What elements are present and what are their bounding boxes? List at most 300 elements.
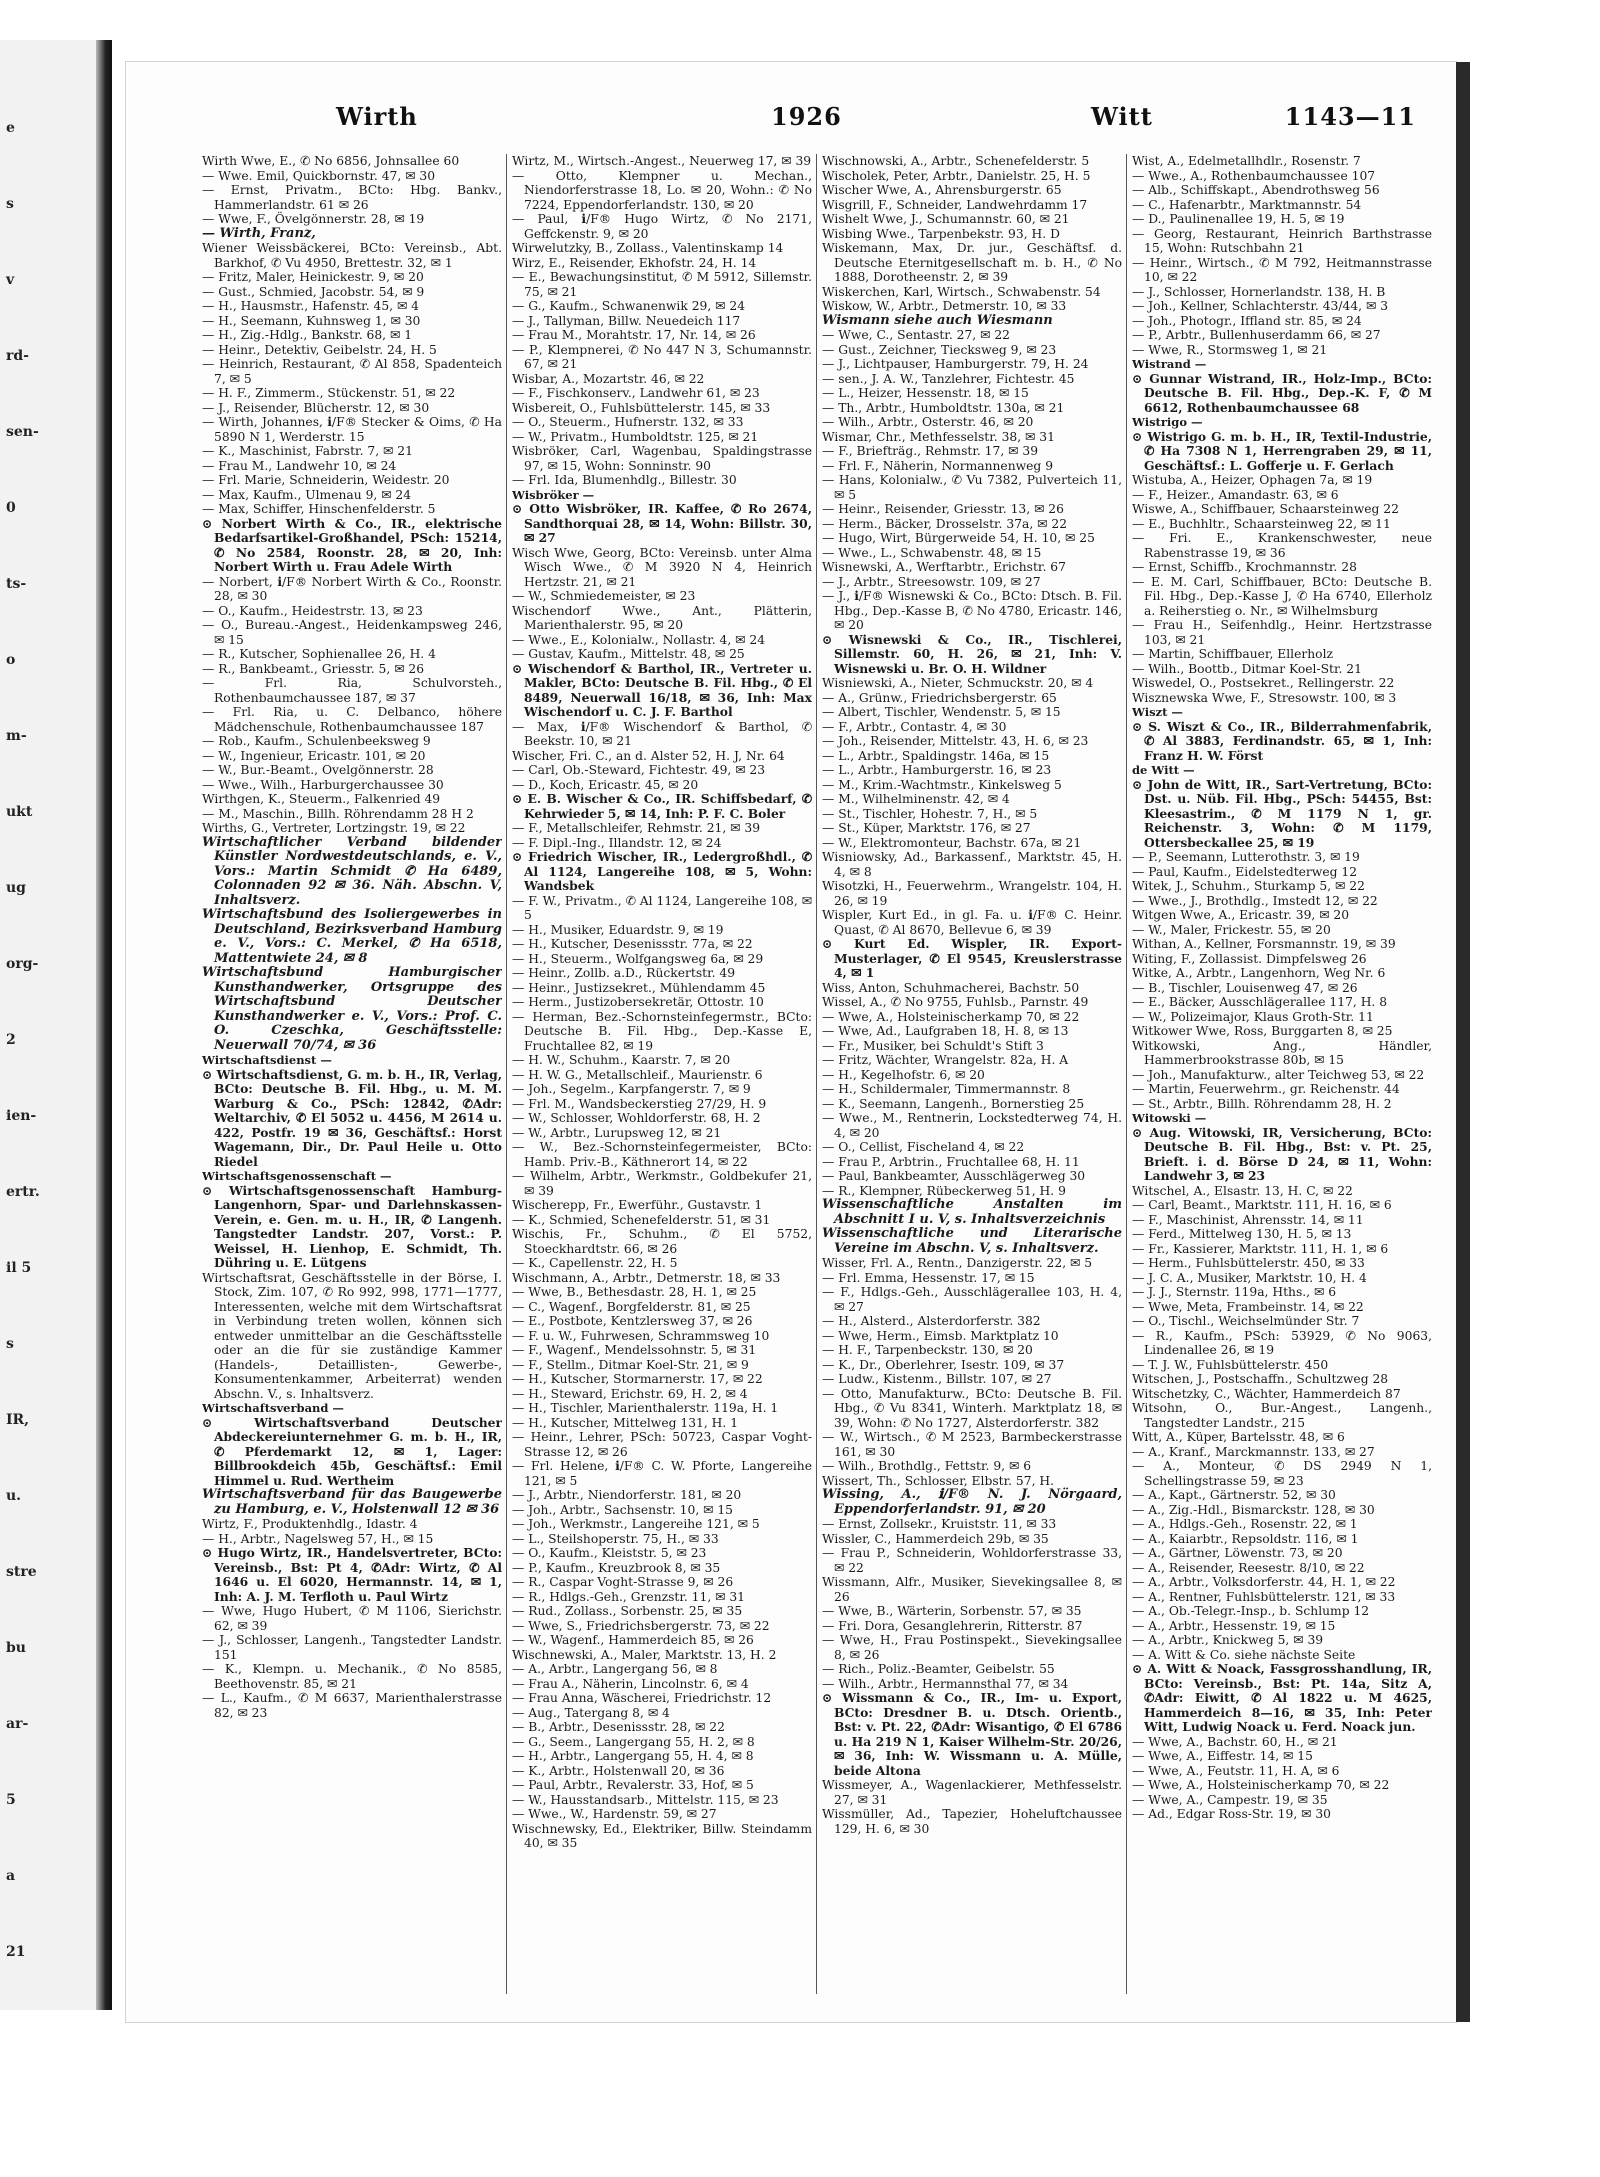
directory-entry: — O., Bureau.-Angest., Heidenkampsweg 246, ✉ 15 — [202, 618, 502, 647]
directory-entry: — H. F., Tarpenbeckstr. 130, ✉ 20 — [822, 1343, 1033, 1357]
directory-entry: — Wwe, A., Holsteinischerkamp 70, ✉ 22 — [1132, 1778, 1390, 1792]
column-2 — [512, 154, 812, 1994]
directory-entry: — H., Steward, Erichstr. 69, H. 2, ✉ 4 — [512, 1386, 748, 1401]
directory-entry: — K., Seemann, Langenh., Bornerstieg 25 — [822, 1096, 1085, 1111]
directory-entry: Wischer Wwe, A., Ahrensburgerstr. 65 — [822, 183, 1062, 197]
directory-entry: — Joh., Reisender, Mittelstr. 43, H. 6, ✉ 23 — [822, 734, 1089, 748]
directory-entry: Wissing, A., ℹ/F® N. J. Nörgaard, Eppendorferlandstr. 91, ✉ 20 — [822, 1487, 1122, 1517]
directory-entry: — R., Hdlgs.-Geh., Grenzstr. 11, ✉ 31 — [512, 1589, 746, 1604]
directory-entry: Wischnowski, A., Arbtr., Schenefelderstr. 5 — [822, 154, 1090, 168]
directory-entry: Wiss, Anton, Schuhmacherei, Bachstr. 50 — [822, 980, 1080, 995]
directory-entry: — A., Zig.-Hdl., Bismarckstr. 128, ✉ 30 — [1132, 1502, 1375, 1517]
previous-page-fragment: 5 — [6, 1792, 16, 1808]
directory-entry: Wiswedel, O., Postsekret., Rellingerstr. 22 — [1132, 676, 1395, 690]
previous-page-fragment: sen- — [6, 424, 39, 440]
directory-entry: — Wilh., Arbtr., Hermannsthal 77, ✉ 34 — [822, 1676, 1069, 1691]
directory-entry: — E., Postbote, Kentzlersweg 37, ✉ 26 — [512, 1314, 753, 1328]
directory-entry: — H., Hausmstr., Hafenstr. 45, ✉ 4 — [202, 299, 420, 313]
column-divider — [506, 154, 507, 1994]
directory-entry: Wirtz, M., Wirtsch.-Angest., Neuerweg 17, ✉ 39 — [512, 154, 812, 168]
directory-entry: — Wwe, Herm., Eimsb. Marktplatz 10 — [822, 1328, 1059, 1343]
directory-entry: — Herm., Fuhlsbüttelerstr. 450, ✉ 33 — [1132, 1256, 1365, 1270]
directory-entry: Wisniewski, A., Nieter, Schmuckstr. 20, ✉ 4 — [822, 676, 1094, 690]
directory-entry: — W., Polizeimajor, Klaus Groth-Str. 11 — [1132, 1009, 1374, 1024]
directory-entry: Wirz, E., Reisender, Ekhofstr. 24, H. 14 — [512, 255, 757, 270]
directory-entry: — Carl, Ob.-Steward, Fichtestr. 49, ✉ 23 — [512, 763, 766, 777]
directory-entry: — W., Arbtr., Lurupsweg 12, ✉ 21 — [512, 1125, 722, 1140]
directory-entry: — J., Arbtr., Streesowstr. 109, ✉ 27 — [822, 574, 1041, 589]
directory-entry: Wirth Wwe, E., ✆ No 6856, Johnsallee 60 — [202, 154, 460, 168]
directory-entry: — Wwe., J., Brothdlg., Imstedt 12, ✉ 22 — [1132, 893, 1378, 908]
directory-entry: — Wwe, A., Bachstr. 60, H., ✉ 21 — [1132, 1734, 1338, 1749]
directory-entry: — J., ℹ/F® Wisnewski & Co., BCto: Dtsch. B. Fil. Hbg., Dep.-Kasse B, ✆ No 4780, Ericastr. 146, ✉ 20 — [822, 589, 1122, 632]
directory-entry: — Martin, Schiffbauer, Ellerholz — [1132, 647, 1333, 661]
previous-page-fragment: s — [6, 196, 14, 212]
directory-entry: Witt, A., Küper, Bartelsstr. 48, ✉ 6 — [1132, 1430, 1345, 1444]
directory-entry: Wirtschaftlicher Verband bildender Künstler Nordwestdeutschlands, e. V., Vors.: Martin Schmidt ✆ Ha 6489, Colonnaden 92 ✉ 36. Näh. Abschn. V, Inhaltsverz. — [202, 834, 502, 908]
directory-entry: ⊙ Wirtschaftsgenossenschaft Hamburg-Langenhorn, Spar- und Darlehnskassen-Verein, e. Gen. m. u. H., IR, ✆ Langenh. Tangstedter Landstr. 207, Vorst.: P. Weissel, H. Lienhop, E. Schmidt, Th. Dühring u. E. Lütgens — [202, 1182, 502, 1270]
directory-entry: — Frau Anna, Wäscherei, Friedrichstr. 12 — [512, 1691, 772, 1705]
directory-entry: — Paul, Bankbeamter, Ausschlägerweg 30 — [822, 1169, 1086, 1183]
directory-entry: — M., Wilhelminenstr. 42, ✉ 4 — [822, 792, 1010, 806]
directory-entry: ⊙ Friedrich Wischer, IR., Ledergroßhdl., ✆ Al 1124, Langereihe 108, ✉ 5, Wohn: Wandsbek — [512, 849, 812, 893]
directory-entry: — A., Arbtr., Knickweg 5, ✉ 39 — [1132, 1633, 1324, 1647]
directory-entry: — D., Paulinenallee 19, H. 5, ✉ 19 — [1132, 212, 1345, 226]
directory-entry: — Ernst, Privatm., BCto: Hbg. Bankv., Hammerlandstr. 61 ✉ 26 — [202, 183, 502, 212]
directory-entry: Witkowski, Ang., Händler, Hammerbrookstrasse 80b, ✉ 15 — [1132, 1038, 1432, 1067]
directory-entry: — Rob., Kaufm., Schulenbeeksweg 9 — [202, 734, 431, 748]
directory-entry: — O., Kaufm., Heidestrstr. 13, ✉ 23 — [202, 603, 423, 618]
directory-entry: — H., Kegelhofstr. 6, ✉ 20 — [822, 1067, 985, 1082]
directory-entry: Wisbereit, O., Fuhlsbüttelerstr. 145, ✉ 33 — [512, 400, 771, 415]
directory-entry: — F., Maschinist, Ahrensstr. 14, ✉ 11 — [1132, 1212, 1364, 1227]
directory-entry: — B., Tischler, Louisenweg 47, ✉ 26 — [1132, 980, 1358, 995]
directory-entry: Wissmeyer, A., Wagenlackierer, Methfesselstr. 27, ✉ 31 — [822, 1778, 1122, 1807]
directory-entry: — Heinr., Wirtsch., ✆ M 792, Heitmannstrasse 10, ✉ 22 — [1132, 255, 1432, 284]
directory-entry: — F., Fischkonserv., Landwehr 61, ✉ 23 — [512, 386, 760, 400]
directory-entry: ⊙ Gunnar Wistrand, IR., Holz-Imp., BCto: Deutsche B. Fil. Hbg., Dep.-K. F, ✆ M 6612, Rothenbaumchaussee 68 — [1132, 370, 1432, 415]
directory-entry: Witgen Wwe, A., Ericastr. 39, ✉ 20 — [1132, 908, 1350, 922]
directory-entry: — Max, Kaufm., Ulmenau 9, ✉ 24 — [202, 487, 412, 502]
directory-entry: Wiskerchen, Karl, Wirtsch., Schwabenstr. 54 — [822, 284, 1101, 299]
directory-entry: Wisbing Wwe., Tarpenbekstr. 93, H. D — [822, 226, 1060, 241]
directory-entry: — Wwe, H., Frau Postinspekt., Sievekingsallee 8, ✉ 26 — [822, 1633, 1122, 1662]
directory-entry: ⊙ Wischendorf & Barthol, IR., Vertreter u. Makler, BCto: Deutsche B. Fil. Hbg., ✆ El 8489, Neuerwall 16/18, ✉ 36, Inh: Max Wischendorf u. C. J. F. Barthol — [512, 660, 812, 719]
directory-entry: — J., Arbtr., Niendorferstr. 181, ✉ 20 — [512, 1488, 742, 1502]
directory-entry: — H., Arbtr., Nagelsweg 57, H., ✉ 15 — [202, 1531, 434, 1546]
column-3 — [822, 154, 1122, 1994]
directory-entry: — Heinr., Detektiv, Geibelstr. 24, H. 5 — [202, 342, 437, 357]
directory-entry: Witowski — — [1132, 1111, 1207, 1125]
directory-entry: Wispler, Kurt Ed., in gl. Fa. u. ℹ/F® C. Heinr. Quast, ✆ Al 8670, Bellevue 6, ✉ 39 — [822, 908, 1122, 937]
directory-entry: — A., Arbtr., Hessenstr. 19, ✉ 15 — [1132, 1618, 1336, 1633]
previous-page-fragment: v — [6, 272, 15, 288]
directory-entry: ⊙ John de Witt, IR., Sart-Vertretung, BCto: Dst. u. Nüb. Fil. Hbg., PSch: 54455, Bst: Kleesastrim., ✆ M 1179 N 1, gr. Reichenstr. 3, Wohn: ✆ M 1179, Ottersbeckallee 25, ✉ 19 — [1132, 776, 1432, 850]
directory-entry: — F., Arbtr., Contastr. 4, ✉ 30 — [822, 719, 1007, 734]
directory-entry: — H., Schildermaler, Timmermannstr. 8 — [822, 1082, 1071, 1096]
directory-entry: — A., Ob.-Telegr.-Insp., b. Schlump 12 — [1132, 1604, 1370, 1618]
directory-entry: — Frau M., Landwehr 10, ✉ 24 — [202, 458, 397, 473]
directory-entry: Witschen, J., Postschaffn., Schultzweg 28 — [1132, 1372, 1389, 1386]
directory-entry: Wirths, G., Vertreter, Lortzingstr. 19, ✉ 22 — [202, 821, 466, 835]
directory-entry: — C., Wagenf., Borgfelderstr. 81, ✉ 25 — [512, 1299, 751, 1314]
directory-entry: — Joh., Manufakturw., alter Teichweg 53, ✉ 22 — [1132, 1067, 1425, 1082]
directory-entry: — H., Steuerm., Wolfgangsweg 6a, ✉ 29 — [512, 951, 764, 966]
directory-entry: — A., Kranf., Marckmannstr. 133, ✉ 27 — [1132, 1444, 1375, 1459]
directory-entry: — Wwe, A., Eiffestr. 14, ✉ 15 — [1132, 1749, 1313, 1763]
directory-entry: Wirwelutzky, B., Zollass., Valentinskamp 14 — [512, 241, 784, 255]
directory-entry: — Fri. E., Krankenschwester, neue Rabenstrasse 19, ✉ 36 — [1132, 531, 1432, 560]
directory-entry: — Hans, Kolonialw., ✆ Vu 7382, Pulverteich 11, ✉ 5 — [822, 473, 1122, 502]
previous-page-fragment: stre — [6, 1564, 37, 1580]
directory-entry: — F., Briefträg., Rehmstr. 17, ✉ 39 — [822, 444, 1039, 458]
column-1 — [202, 154, 502, 1994]
directory-entry: Wisbröker, Carl, Wagenbau, Spaldingstrasse 97, ✉ 15, Wohn: Sonninstr. 90 — [512, 444, 812, 473]
directory-entry: ⊙ Wistrigo G. m. b. H., IR, Textil-Industrie, ✆ Ha 7308 N 1, Herrengraben 29, ✉ 11, Geschäftsf.: L. Gofferje u. F. Gerlach — [1132, 428, 1432, 473]
directory-entry: Wistrand — — [1132, 357, 1207, 371]
directory-entry: — Wwe., E., Kolonialw., Nollastr. 4, ✉ 24 — [512, 632, 766, 647]
directory-entry: — Joh., Werkmstr., Langereihe 121, ✉ 5 — [512, 1517, 760, 1531]
directory-entry: Wirtschaftsrat, Geschäftsstelle in der Börse, I. Stock, Zim. 107, ✆ Ro 992, 998, 1771—1777, Interessenten, welche mit dem Wirtschaftsrat in Verbindung treten wollen, können sich entweder unmittelbar an die Geschäftsstelle oder an die für sie zuständige Kammer (Handels-, Detaillisten-, Gewerbe-, Konsumentenkammer, Arbeiterrat) wenden Abschn. V., s. Inhaltsverz. — [202, 1270, 502, 1401]
directory-entry: — Joh., Kellner, Schlachterstr. 43/44, ✉ 3 — [1132, 299, 1389, 313]
directory-entry: Witsohn, O., Bur.-Angest., Langenh., Tangstedter Landstr., 215 — [1132, 1401, 1432, 1430]
directory-entry: — Heinr., Justizsekret., Mühlendamm 45 — [512, 980, 766, 995]
directory-entry: Wirthgen, K., Steuerm., Falkenried 49 — [202, 792, 441, 806]
directory-entry: Wissenschaftliche und Literarische Vereine im Abschn. V, s. Inhaltsverz. — [822, 1226, 1122, 1256]
header-first-name: Wirth — [336, 102, 418, 131]
directory-entry: — K., Schmied, Schenefelderstr. 51, ✉ 31 — [512, 1212, 771, 1227]
directory-entry: Wismann siehe auch Wiesmann — [822, 312, 1053, 328]
directory-entry: ⊙ Norbert Wirth & Co., IR., elektrische Bedarfsartikel-Großhandel, PSch: 15214, ✆ No 2584, Roonstr. 28, ✉ 20, Inh: Norbert Wirth u. Frau Adele Wirth — [202, 515, 502, 574]
directory-entry: — W., Bur.-Beamt., Ovelgönnerstr. 28 — [202, 763, 434, 777]
directory-entry: — Max, ℹ/F® Wischendorf & Barthol, ✆ Beekstr. 10, ✉ 21 — [512, 719, 812, 748]
directory-entry: — Wwe., M., Rentnerin, Lockstedterweg 74, H. 4, ✉ 20 — [822, 1111, 1122, 1140]
column-4 — [1132, 154, 1432, 1994]
directory-entry: — Frl. Ria, Schulvorsteh., Rothenbaumchaussee 187, ✉ 37 — [202, 676, 502, 705]
directory-entry: — St., Küper, Marktstr. 176, ✉ 27 — [822, 821, 1031, 835]
directory-entry: — Wirth, Franz, — [202, 225, 316, 241]
directory-entry: ⊙ Wirtschaftsverband Deutscher Abdeckereiunternehmer G. m. b. H., IR, ✆ Pferdemarkt 12, ✉ 1, Lager: Billbrookdeich 45b, Geschäftsf.: Emil Himmel u. Rud. Wertheim — [202, 1414, 502, 1488]
directory-entry: — Wwe, A., Feutstr. 11, H. A, ✉ 6 — [1132, 1763, 1340, 1778]
directory-entry: — Frl. F., Näherin, Normannenweg 9 — [822, 458, 1054, 473]
directory-entry: — Heinrich, Restaurant, ✆ Al 858, Spadenteich 7, ✉ 5 — [202, 357, 502, 386]
directory-entry: — R., Kutscher, Sophienallee 26, H. 4 — [202, 647, 436, 661]
directory-entry: — Heinr., Reisender, Griesstr. 13, ✉ 26 — [822, 502, 1064, 516]
directory-entry: — Fritz, Wächter, Wrangelstr. 82a, H. A — [822, 1053, 1069, 1067]
directory-entry: — A., Reisender, Reesestr. 8/10, ✉ 22 — [1132, 1560, 1365, 1575]
directory-entry: ⊙ Aug. Witowski, IR, Versicherung, BCto: Deutsche B. Fil. Hbg., Bst: v. Pt. 25, Brieft. i. d. Börse D 24, ✉ 11, Wohn: Landwehr 3, ✉ 23 — [1132, 1124, 1432, 1183]
column-divider — [816, 154, 817, 1994]
directory-entry: Wissler, C., Hammerdeich 29b, ✉ 35 — [822, 1531, 1049, 1546]
directory-entry: — P., Seemann, Lutterothstr. 3, ✉ 19 — [1132, 850, 1360, 864]
directory-entry: — H., Tischler, Marienthalerstr. 119a, H. 1 — [512, 1401, 779, 1415]
directory-entry: — H., Musiker, Eduardstr. 9, ✉ 19 — [512, 922, 724, 937]
directory-entry: — E., Buchhltr., Schaarsteinweg 22, ✉ 11 — [1132, 516, 1391, 531]
directory-entry: — A., Hdlgs.-Geh., Rosenstr. 22, ✉ 1 — [1132, 1517, 1358, 1531]
directory-entry: Wischmann, A., Arbtr., Detmerstr. 18, ✉ 33 — [512, 1270, 781, 1285]
directory-entry: — Frau P., Schneiderin, Wohldorferstrasse 33, ✉ 22 — [822, 1546, 1122, 1575]
directory-entry: — A., Arbtr., Langergang 56, ✉ 8 — [512, 1662, 718, 1676]
directory-entry: — P., Kaufm., Kreuzbrook 8, ✉ 35 — [512, 1560, 721, 1575]
directory-entry: — O., Steuerm., Hufnerstr. 132, ✉ 33 — [512, 415, 744, 429]
previous-page-fragment: il 5 — [6, 1260, 32, 1276]
directory-entry: Wisbar, A., Mozartstr. 46, ✉ 22 — [512, 371, 705, 386]
directory-entry: — F. Dipl.-Ing., Illandstr. 12, ✉ 24 — [512, 835, 722, 850]
directory-columns — [202, 154, 1442, 1994]
directory-entry: — Gust., Zeichner, Tiecksweg 9, ✉ 23 — [822, 342, 1057, 357]
directory-entry: — C., Hafenarbtr., Marktmannstr. 54 — [1132, 197, 1362, 212]
directory-entry: — O., Cellist, Fischeland 4, ✉ 22 — [822, 1140, 1025, 1154]
directory-entry: — J. C. A., Musiker, Marktstr. 10, H. 4 — [1132, 1270, 1367, 1285]
directory-entry: Wirtschaftsbund Hamburgischer Kunsthandwerker, Ortsgruppe des Wirtschaftsbund Deutscher Kunsthandwerker e. V., Vors.: Prof. C. O. Czeschka, Geschäftsstelle: Neuerwall 70/74, ✉ 36 — [202, 965, 502, 1053]
directory-entry: — H., Alsterd., Alsterdorferstr. 382 — [822, 1314, 1041, 1328]
directory-entry: — F., Stellm., Ditmar Koel-Str. 21, ✉ 9 — [512, 1357, 749, 1372]
directory-entry: — M., Krim.-Wachtmstr., Kinkelsweg 5 — [822, 777, 1062, 792]
previous-page-fragment: 2 — [6, 1032, 16, 1048]
directory-entry: — A., Rentner, Fuhlsbüttelerstr. 121, ✉ 33 — [1132, 1589, 1396, 1604]
directory-entry: — A., Kapt., Gärtnerstr. 52, ✉ 30 — [1132, 1488, 1336, 1502]
directory-entry: — J., Tallyman, Billw. Neuedeich 117 — [512, 313, 741, 328]
directory-entry: — Fr., Musiker, bei Schuldt's Stift 3 — [822, 1038, 1044, 1053]
directory-entry: — F. u. W., Fuhrwesen, Schrammsweg 10 — [512, 1328, 770, 1343]
directory-entry: — Herm., Justizobersekretär, Ottostr. 10 — [512, 995, 764, 1009]
directory-entry: — P., Arbtr., Bullenhuserdamm 66, ✉ 27 — [1132, 328, 1381, 342]
directory-entry: — Th., Arbtr., Humboldtstr. 130a, ✉ 21 — [822, 400, 1065, 415]
directory-entry: — Wwe., L., Schwabenstr. 48, ✉ 15 — [822, 545, 1042, 560]
directory-entry: — F. W., Privatm., ✆ Al 1124, Langereihe 108, ✉ 5 — [512, 893, 812, 922]
previous-page-fragment: rd- — [6, 348, 29, 364]
directory-entry: Wischis, Fr., Schuhm., ✆ El 5752, Stoeckhardtstr. 66, ✉ 26 — [512, 1227, 812, 1256]
previous-page-fragment: 0 — [6, 500, 16, 516]
directory-entry: Wissmüller, Ad., Tapezier, Hoheluftchaussee 129, H. 6, ✉ 30 — [822, 1807, 1122, 1836]
directory-entry: ⊙ Wirtschaftsdienst, G. m. b. H., IR, Verlag, BCto: Deutsche B. Fil. Hbg., u. M. M. Warburg & Co., PSch: 12842, ✆Adr: Weltarchiv, ✆ El 5052 u. 4456, M 2614 u. 422, Postfr. 19 ✉ 36, Geschäftsf.: Horst Wagemann, Dir., Dr. Paul Heile u. Otto Riedel — [202, 1066, 502, 1169]
previous-page-fragment: ien- — [6, 1108, 37, 1124]
directory-entry: de Witt — — [1132, 763, 1195, 777]
directory-entry: — Ferd., Mittelweg 130, H. 5, ✉ 13 — [1132, 1227, 1352, 1241]
directory-entry: Wischer, Fri. C., an d. Alster 52, H. J, Nr. 64 — [512, 748, 785, 763]
directory-entry: — Wwe, Meta, Frambeinstr. 14, ✉ 22 — [1132, 1299, 1364, 1314]
directory-entry: — W., Schmiedemeister, ✉ 23 — [512, 589, 696, 603]
directory-entry: Withan, A., Kellner, Forsmannstr. 19, ✉ 39 — [1132, 937, 1396, 951]
directory-entry: Wirtschaftsdienst — — [202, 1053, 332, 1067]
page-right-edge — [1456, 62, 1470, 2022]
directory-entry: — Paul, ℹ/F® Hugo Wirtz, ✆ No 2171, Geffckenstr. 9, ✉ 20 — [512, 212, 812, 241]
directory-entry: — W., Wagenf., Hammerdeich 85, ✉ 26 — [512, 1633, 754, 1647]
directory-entry: — Frau A., Näherin, Lincolnstr. 6, ✉ 4 — [512, 1676, 749, 1691]
directory-entry: Wisch Wwe, Georg, BCto: Vereinsb. unter Alma Wisch Wwe., ✆ M 3920 N 4, Heinrich Hertzstr. 21, ✉ 21 — [512, 545, 812, 589]
directory-entry: Witek, J., Schuhm., Sturkamp 5, ✉ 22 — [1132, 879, 1365, 893]
directory-entry: — Frl. Ria, u. C. Delbanco, höhere Mädchenschule, Rothenbaumchaussee 187 — [202, 705, 502, 734]
directory-entry: — A., Gärtner, Löwenstr. 73, ✉ 20 — [1132, 1546, 1343, 1560]
directory-entry: — J., Reisender, Blücherstr. 12, ✉ 30 — [202, 400, 430, 415]
book-gutter — [96, 40, 112, 2010]
directory-entry: — W., Bez.-Schornsteinfegermeister, BCto: Hamb. Priv.-B., Käthnerort 14, ✉ 22 — [512, 1140, 812, 1169]
directory-entry: — E. M. Carl, Schiffbauer, BCto: Deutsche B. Fil. Hbg., Dep.-Kasse J, ✆ Ha 6740, Ellerholz a. Reiherstieg o. Nr., ✉ Wilhelmsburg — [1132, 574, 1432, 618]
directory-entry: Witke, A., Arbtr., Langenhorn, Weg Nr. 6 — [1132, 966, 1386, 980]
directory-entry: — Wirth, Johannes, ℹ/F® Stecker & Oims, ✆ Ha 5890 N 1, Werderstr. 15 — [202, 415, 502, 444]
directory-entry: — Fritz, Maler, Heinickestr. 9, ✉ 20 — [202, 270, 424, 284]
directory-entry: Wiskow, W., Arbtr., Detmerstr. 10, ✉ 33 — [822, 299, 1067, 313]
directory-entry: — Ernst, Schiffb., Krochmannstr. 28 — [1132, 560, 1357, 574]
directory-entry: — A., Arbtr., Volksdorferstr. 44, H. 1, ✉ 22 — [1132, 1575, 1396, 1589]
directory-entry: — J., Schlosser, Langenh., Tangstedter Landstr. 151 — [202, 1633, 502, 1662]
directory-entry: — Fr., Kassierer, Marktstr. 111, H. 1, ✉ 6 — [1132, 1241, 1389, 1256]
directory-entry: Wirtschaftsgenossenschaft — — [202, 1169, 392, 1183]
directory-entry: — Paul, Kaufm., Eidelstedterweg 12 — [1132, 864, 1358, 879]
directory-entry: — M., Maschin., Billh. Röhrendamm 28 H 2 — [202, 806, 474, 821]
directory-entry: — Wwe, Ad., Laufgraben 18, H. 8, ✉ 13 — [822, 1024, 1069, 1038]
previous-page-fragment: u. — [6, 1488, 22, 1504]
directory-entry: Wismar, Chr., Methfesselstr. 38, ✉ 31 — [822, 429, 1055, 444]
directory-entry: — Ludw., Kistenm., Billstr. 107, ✉ 27 — [822, 1372, 1052, 1386]
directory-entry: — H., Kutscher, Desenissstr. 77a, ✉ 22 — [512, 937, 753, 951]
previous-page-fragment: o — [6, 652, 16, 668]
directory-entry: — Norbert, ℹ/F® Norbert Wirth & Co., Roonstr. 28, ✉ 30 — [202, 574, 502, 603]
directory-entry: — Wilh., Brothdlg., Fettstr. 9, ✉ 6 — [822, 1459, 1032, 1473]
directory-entry: Wiener Weissbäckerei, BCto: Vereinsb., Abt. Barkhof, ✆ Vu 4950, Brettestr. 32, ✉ 1 — [202, 241, 502, 270]
directory-entry: — J., Schlosser, Hornerlandstr. 138, H. B — [1132, 284, 1386, 299]
directory-entry: — G., Kaufm., Schwanenwik 29, ✉ 24 — [512, 299, 746, 313]
directory-entry: Wischolek, Peter, Arbtr., Danielstr. 25, H. 5 — [822, 168, 1091, 183]
previous-page-fragment: ertr. — [6, 1184, 40, 1200]
directory-entry: Wisniowsky, Ad., Barkassenf., Marktstr. 45, H. 4, ✉ 8 — [822, 850, 1122, 879]
directory-entry: — Otto, Klempner u. Mechan., Niendorferstrasse 18, Lo. ✉ 20, Wohn.: ✆ No 7224, Eppendorferlandstr. 130, ✉ 20 — [512, 168, 812, 212]
directory-entry: — St., Tischler, Hohestr. 7, H., ✉ 5 — [822, 806, 1038, 821]
directory-entry: Witschel, A., Elsastr. 13, H. C, ✉ 22 — [1132, 1183, 1353, 1198]
directory-entry: — Wilh., Arbtr., Osterstr. 46, ✉ 20 — [822, 415, 1034, 429]
directory-entry: Wishelt Wwe, J., Schumannstr. 60, ✉ 21 — [822, 212, 1070, 226]
directory-entry: ⊙ Hugo Wirtz, IR., Handelsvertreter, BCto: Vereinsb., Bst: Pt 4, ✆Adr: Wirtz, ✆ Al 1646 u. El 6020, Hermannstr. 14, ✉ 1, Inh: A. J. M. Terfloth u. Paul Wirtz — [202, 1545, 502, 1604]
directory-entry: Wischendorf Wwe., Ant., Plätterin, Marienthalerstr. 95, ✉ 20 — [512, 603, 812, 632]
directory-entry: Wisotzki, H., Feuerwehrm., Wrangelstr. 104, H. 26, ✉ 19 — [822, 879, 1122, 908]
directory-entry: ⊙ Wisnewski & Co., IR., Tischlerei, Sillemstr. 60, H. 26, ✉ 21, Inh: V. Wisnewski u. Br. O. H. Wildner — [822, 631, 1122, 676]
directory-entry: Witschetzky, C., Wächter, Hammerdeich 87 — [1132, 1386, 1401, 1401]
directory-entry: — R., Klempner, Rübeckerweg 51, H. 9 — [822, 1183, 1066, 1198]
directory-entry: — H. W. G., Metallschleif., Maurienstr. 6 — [512, 1067, 763, 1082]
directory-entry: — F., Hdlgs.-Geh., Ausschlägerallee 103, H. 4, ✉ 27 — [822, 1285, 1122, 1314]
directory-entry: ⊙ S. Wiszt & Co., IR., Bilderrahmenfabrik, ✆ Al 3883, Ferdinandstr. 65, ✉ 1, Inh: Franz H. W. Först — [1132, 718, 1432, 763]
directory-entry: Wischerepp, Fr., Ewerführ., Gustavstr. 1 — [512, 1198, 763, 1212]
directory-entry: — Hugo, Wirt, Bürgerweide 54, H. 10, ✉ 25 — [822, 531, 1095, 545]
directory-entry: Wirtschaftsverband für das Baugewerbe zu Hamburg, e. V., Holstenwall 12 ✉ 36 — [202, 1487, 502, 1517]
previous-page-fragment: ar- — [6, 1716, 29, 1732]
directory-entry: — L., Kaufm., ✆ M 6637, Marienthalerstrasse 82, ✉ 23 — [202, 1691, 502, 1720]
directory-entry: — D., Koch, Ericastr. 45, ✉ 20 — [512, 777, 699, 792]
directory-entry: ⊙ Wissmann & Co., IR., Im- u. Export, BCto: Dresdner B. u. Dtsch. Orientb., Bst: v. Pt. 22, ✆Adr: Wisantigo, ✆ El 6786 u. Ha 219 N 1, Kaiser Wilhelm-Str. 20/26, ✉ 36, Inh: W. Wissmann u. A. Mülle, beide Altona — [822, 1690, 1122, 1778]
directory-entry: — Frl. Helene, ℹ/F® C. W. Pforte, Langereihe 121, ✉ 5 — [512, 1459, 812, 1488]
directory-entry: Wistuba, A., Heizer, Ophagen 7a, ✉ 19 — [1132, 473, 1373, 487]
directory-entry: Wissel, A., ✆ No 9755, Fuhlsb., Parnstr. 49 — [822, 995, 1089, 1009]
directory-entry: — K., Arbtr., Holstenwall 20, ✉ 36 — [512, 1763, 725, 1778]
directory-entry: Wischnewski, A., Maler, Marktstr. 13, H. 2 — [512, 1647, 777, 1662]
directory-entry: — L., Arbtr., Hamburgerstr. 16, ✉ 23 — [822, 763, 1052, 777]
directory-entry: — L., Steilshoperstr. 75, H., ✉ 33 — [512, 1531, 719, 1546]
directory-page — [126, 62, 1456, 2022]
directory-entry: — Paul, Arbtr., Revalerstr. 33, Hof, ✉ 5 — [512, 1778, 754, 1792]
directory-entry: — Frau H., Seifenhdlg., Heinr. Hertzstrasse 103, ✉ 21 — [1132, 618, 1432, 647]
previous-page-fragment: IR, — [6, 1412, 30, 1428]
directory-entry: — Rich., Poliz.-Beamter, Geibelstr. 55 — [822, 1662, 1055, 1676]
page-header — [196, 102, 1426, 146]
directory-entry: — Frau M., Morahtstr. 17, Nr. 14, ✉ 26 — [512, 328, 756, 342]
directory-entry: — Martin, Feuerwehrm., gr. Reichenstr. 44 — [1132, 1082, 1400, 1096]
directory-entry: — F., Metallschleifer, Rehmstr. 21, ✉ 39 — [512, 821, 761, 835]
directory-entry: — St., Arbtr., Billh. Röhrendamm 28, H. 2 — [1132, 1096, 1392, 1111]
directory-entry: — O., Tischl., Weichselmünder Str. 7 — [1132, 1314, 1360, 1328]
column-divider — [1126, 154, 1127, 1994]
directory-entry: — H., Seemann, Kuhnsweg 1, ✉ 30 — [202, 313, 421, 328]
directory-entry: — Wwe, S., Friedrichsbergerstr. 73, ✉ 22 — [512, 1618, 770, 1633]
directory-entry: — A., Kaiarbtr., Repsoldstr. 116, ✉ 1 — [1132, 1531, 1359, 1546]
directory-entry: — R., Kaufm., PSch: 53929, ✆ No 9063, Lindenallee 26, ✉ 19 — [1132, 1328, 1432, 1357]
directory-entry: — Wwe, C., Sentastr. 27, ✉ 22 — [822, 328, 1010, 342]
directory-entry: — P., Klempnerei, ✆ No 447 N 3, Schumannstr. 67, ✉ 21 — [512, 342, 812, 371]
previous-page-fragment: s — [6, 1336, 14, 1352]
directory-entry: — F., Heizer., Amandastr. 63, ✉ 6 — [1132, 487, 1339, 502]
directory-entry: Wisznewska Wwe, F., Stresowstr. 100, ✉ 3 — [1132, 690, 1397, 705]
previous-page-fragment: ts- — [6, 576, 27, 592]
directory-entry: Wischnewsky, Ed., Elektriker, Billw. Steindamm 40, ✉ 35 — [512, 1821, 812, 1850]
directory-entry: — Ernst, Zollsekr., Kruiststr. 11, ✉ 33 — [822, 1517, 1057, 1531]
directory-entry: — Wwe. Emil, Quickbornstr. 47, ✉ 30 — [202, 168, 436, 183]
directory-entry: — Wwe, A., Holsteinischerkamp 70, ✉ 22 — [822, 1009, 1080, 1024]
directory-entry: — Frl. Marie, Schneiderin, Weidestr. 20 — [202, 473, 450, 487]
directory-entry: Wissmann, Alfr., Musiker, Sievekingsallee 8, ✉ 26 — [822, 1575, 1122, 1604]
directory-entry: — Frl. Ida, Blumenhdlg., Billestr. 30 — [512, 473, 737, 487]
directory-entry: Wissert, Th., Schlosser, Elbstr. 57, H. — [822, 1473, 1055, 1488]
directory-entry: — A., Grünw., Friedrichsbergerstr. 65 — [822, 690, 1057, 705]
directory-entry: — Joh., Arbtr., Sachsenstr. 10, ✉ 15 — [512, 1502, 734, 1517]
directory-entry: — Alb., Schiffskapt., Abendrothsweg 56 — [1132, 183, 1380, 197]
directory-entry: — Albert, Tischler, Wendenstr. 5, ✉ 15 — [822, 705, 1061, 719]
directory-entry: — T. J. W., Fuhlsbüttelerstr. 450 — [1132, 1357, 1329, 1372]
directory-entry: Wiskemann, Max, Dr. jur., Geschäftsf. d. Deutsche Eternitgesellschaft m. b. H., ✆ No 1888, Dorotheenstr. 2, ✉ 39 — [822, 241, 1122, 284]
directory-entry: Wisbröker — — [512, 487, 595, 502]
directory-entry: — Otto, Manufakturw., BCto: Deutsche B. Fil. Hbg., ✆ Vu 8341, Winterh. Marktplatz 18, ✉ 39, Wohn: ✆ No 1727, Alsterdorferstr. 382 — [822, 1386, 1122, 1430]
directory-entry: — A. Witt & Co. siehe nächste Seite — [1132, 1647, 1356, 1662]
header-year: 1926 — [771, 102, 842, 131]
directory-entry: — Wilhelm, Arbtr., Werkmstr., Goldbekufer 21, ✉ 39 — [512, 1169, 812, 1198]
directory-entry: — Rud., Zollass., Sorbenstr. 25, ✉ 35 — [512, 1604, 743, 1618]
directory-entry: — Wilh., Boottb., Ditmar Koel-Str. 21 — [1132, 661, 1362, 676]
previous-page-fragment: ug — [6, 880, 26, 896]
directory-entry: Wist, A., Edelmetallhdlr., Rosenstr. 7 — [1132, 154, 1361, 168]
directory-entry: ⊙ E. B. Wischer & Co., IR. Schiffsbedarf, ✆ Kehrwieder 5, ✉ 14, Inh: P. F. C. Boler — [512, 791, 812, 821]
directory-entry: — Fri. Dora, Gesanglehrerin, Ritterstr. 87 — [822, 1618, 1083, 1633]
directory-entry: — Carl, Beamt., Marktstr. 111, H. 16, ✉ 6 — [1132, 1198, 1392, 1212]
previous-page-fragment: ukt — [6, 804, 33, 820]
directory-entry: — W., Ingenieur, Ericastr. 101, ✉ 20 — [202, 748, 426, 763]
directory-entry: Wiswe, A., Schiffbauer, Schaarsteinweg 22 — [1132, 502, 1399, 516]
directory-entry: — H., Arbtr., Langergang 55, H. 4, ✉ 8 — [512, 1749, 754, 1763]
directory-entry: ⊙ Otto Wisbröker, IR. Kaffee, ✆ Ro 2674, Sandthorquai 28, ✉ 14, Wohn: Billstr. 30, ✉ 27 — [512, 501, 812, 545]
directory-entry: — H. F., Zimmerm., Stückenstr. 51, ✉ 22 — [202, 386, 456, 400]
previous-page-fragment: e — [6, 120, 15, 136]
directory-entry: — J. J., Sternstr. 119a, Hths., ✉ 6 — [1132, 1285, 1337, 1299]
directory-entry: — G., Seem., Langergang 55, H. 2, ✉ 8 — [512, 1734, 755, 1749]
directory-entry: — Frl. Emma, Hessenstr. 17, ✉ 15 — [822, 1270, 1035, 1285]
directory-entry: — L., Heizer, Hessenstr. 18, ✉ 15 — [822, 386, 1029, 400]
directory-entry: Wisgrill, F., Schneider, Landwehrdamm 17 — [822, 197, 1088, 212]
previous-page-fragment: a — [6, 1868, 16, 1884]
previous-page-strip — [0, 40, 112, 2010]
header-last-name: Witt — [1091, 102, 1153, 131]
directory-entry: — B., Arbtr., Desenissstr. 28, ✉ 22 — [512, 1720, 725, 1734]
directory-entry: — H., Zig.-Hdlg., Bankstr. 68, ✉ 1 — [202, 328, 413, 342]
directory-entry: — K., Maschinist, Fabrstr. 7, ✉ 21 — [202, 444, 413, 458]
directory-entry: — Wwe, B., Bethesdastr. 28, H. 1, ✉ 25 — [512, 1285, 757, 1299]
directory-entry: — Wwe, B., Wärterin, Sorbenstr. 57, ✉ 35 — [822, 1604, 1082, 1618]
